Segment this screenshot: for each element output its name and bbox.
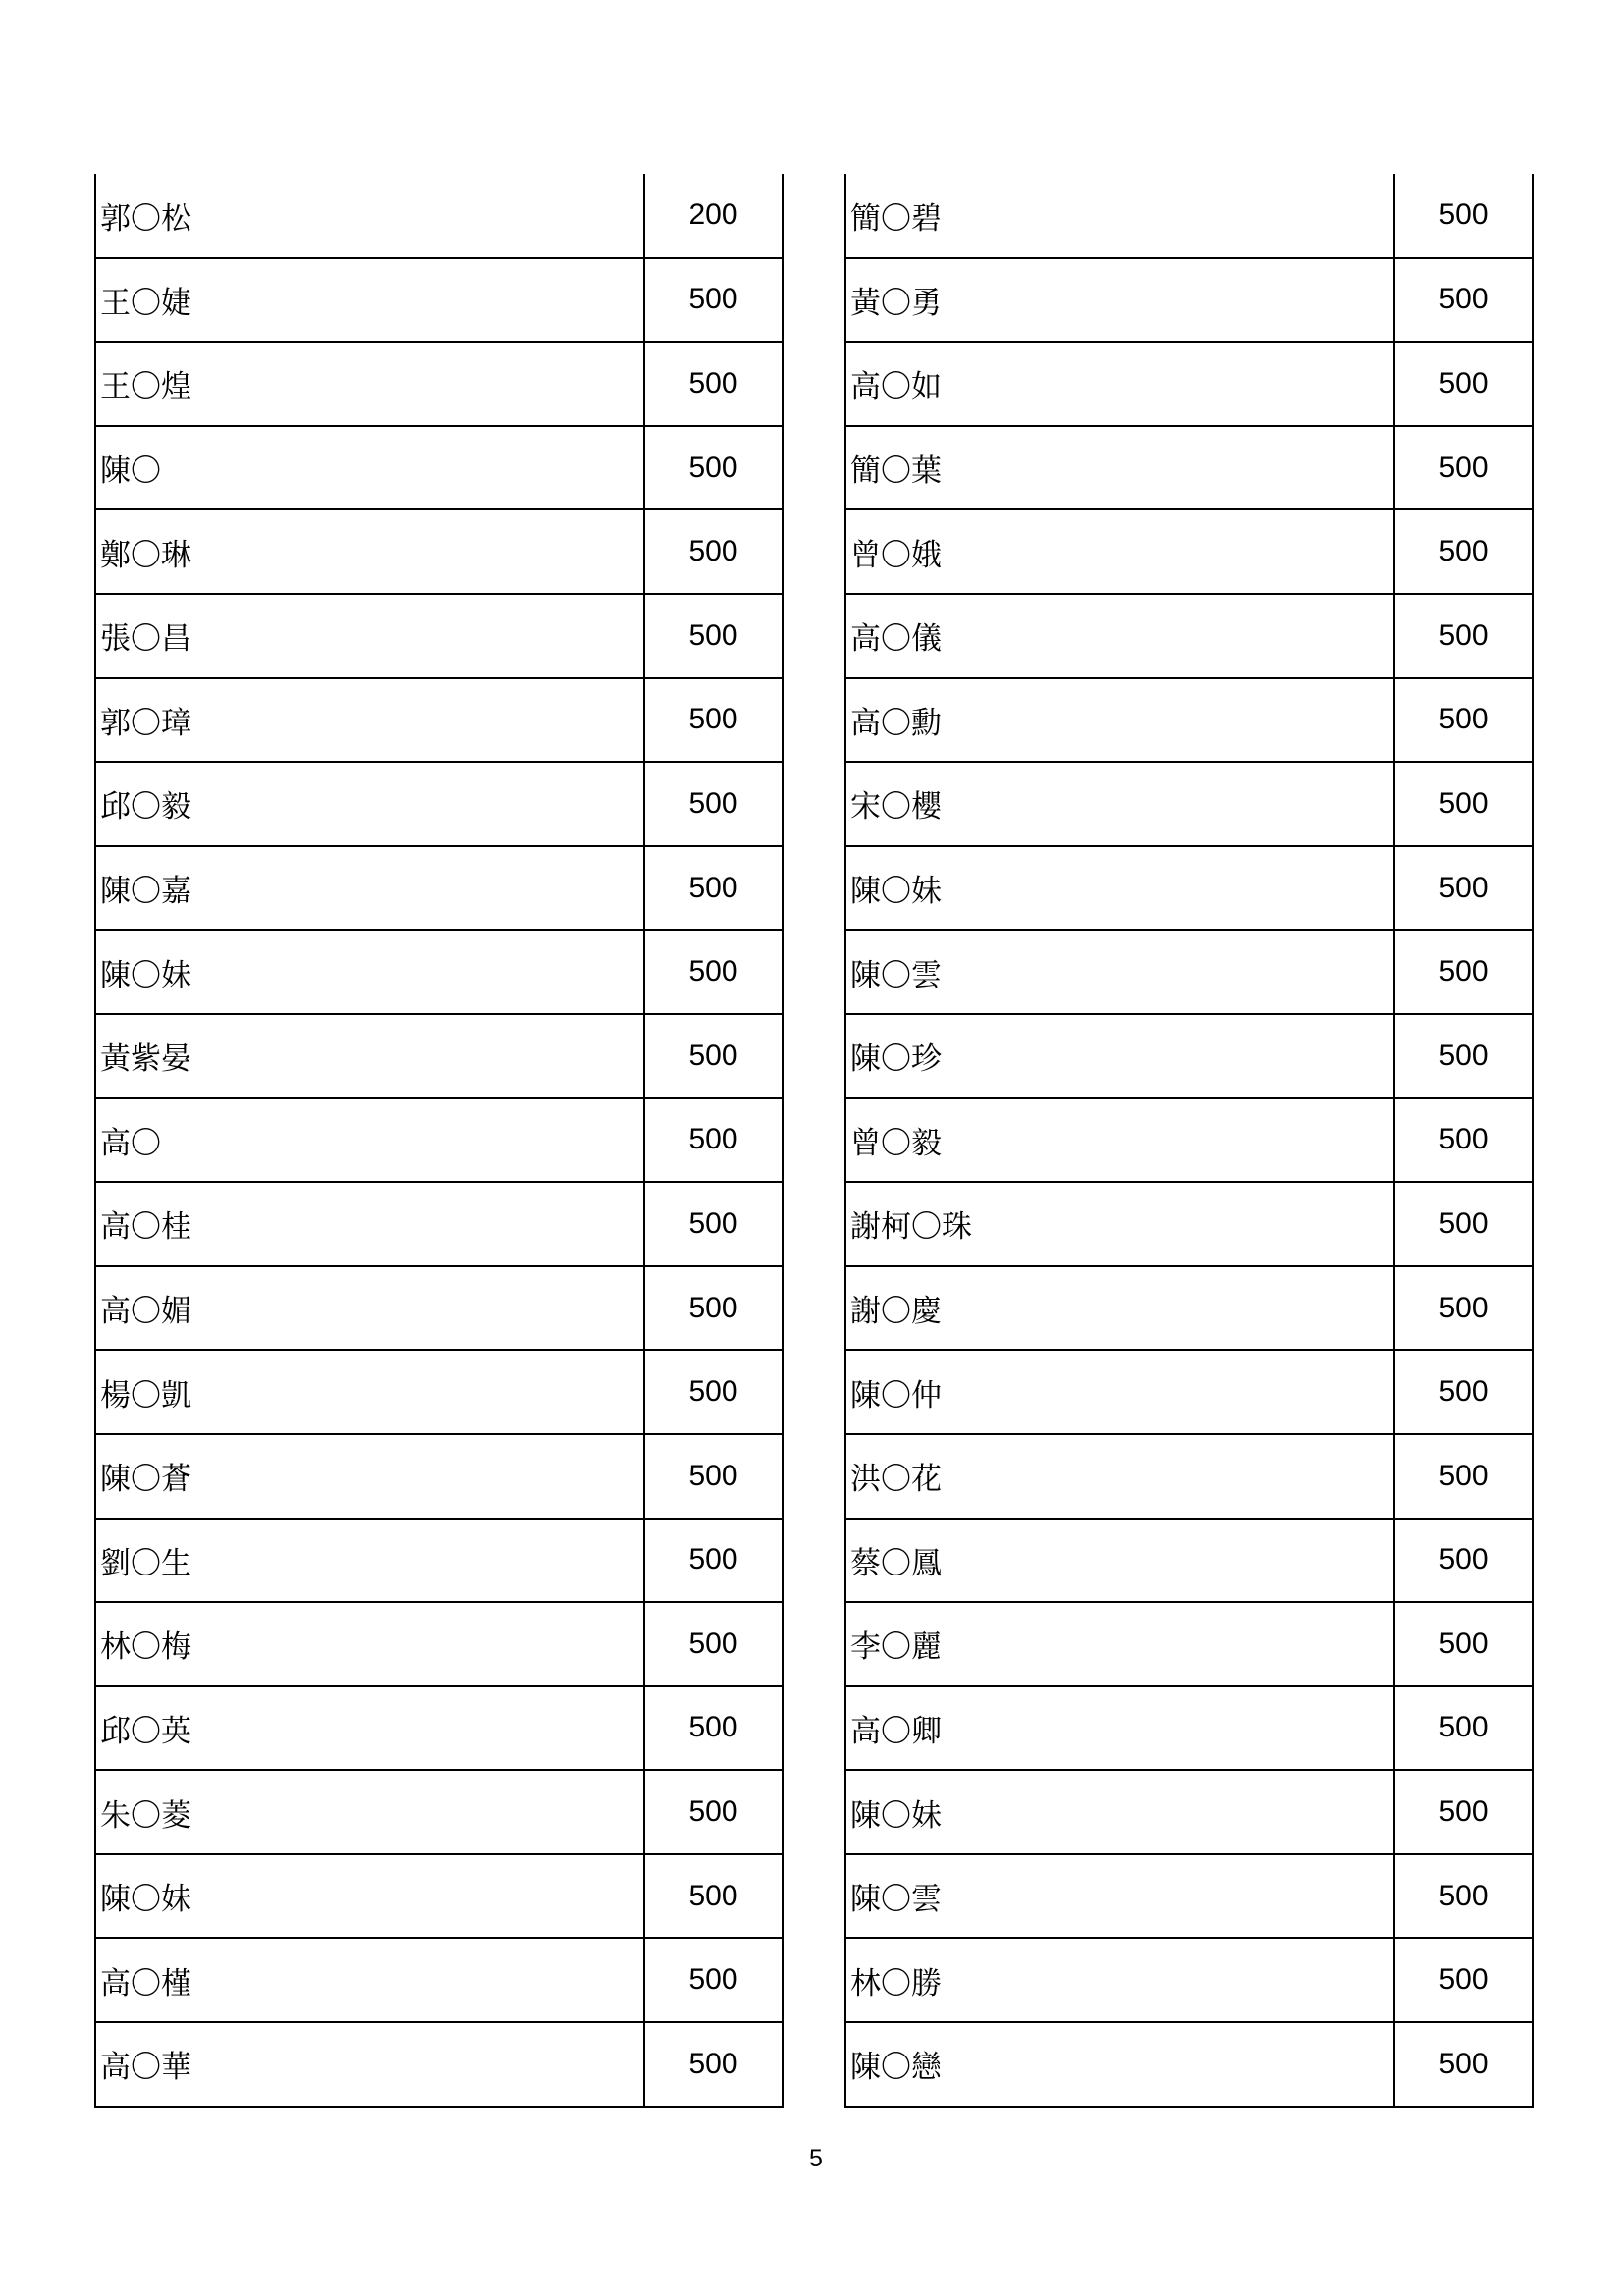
- donation-amount: 500: [1394, 594, 1533, 678]
- donation-amount: 500: [1394, 2022, 1533, 2107]
- donor-table-left-body: [95, 174, 783, 2107]
- table-row: [845, 2022, 1533, 2107]
- table-row: [845, 1266, 1533, 1351]
- donation-amount: 500: [644, 762, 783, 846]
- donation-amount: 500: [644, 342, 783, 426]
- donation-amount: 500: [1394, 1519, 1533, 1603]
- donor-name: 宋〇櫻: [845, 762, 1394, 846]
- donor-name: 高〇槿: [95, 1938, 644, 2022]
- donation-amount: 500: [1394, 762, 1533, 846]
- table-row: [95, 594, 783, 678]
- donor-name: 邱〇毅: [95, 762, 644, 846]
- donation-amount: 500: [644, 509, 783, 594]
- table-row: [95, 174, 783, 258]
- donor-name: 高〇華: [95, 2022, 644, 2107]
- donor-name: 陳〇妹: [845, 1770, 1394, 1854]
- donor-name: 高〇媚: [95, 1266, 644, 1351]
- table-row: [845, 1098, 1533, 1183]
- table-row: [95, 509, 783, 594]
- donor-name: 郭〇松: [95, 174, 644, 258]
- donor-name: 曾〇毅: [845, 1098, 1394, 1183]
- table-row: [845, 846, 1533, 931]
- donation-amount: 500: [644, 2022, 783, 2107]
- donor-name: 陳〇戀: [845, 2022, 1394, 2107]
- donor-name: 陳〇妹: [845, 846, 1394, 931]
- donation-amount: 500: [1394, 1686, 1533, 1771]
- donor-name: 李〇麗: [845, 1602, 1394, 1686]
- table-row: [845, 1014, 1533, 1098]
- table-row: [95, 1602, 783, 1686]
- donor-name: 高〇卿: [845, 1686, 1394, 1771]
- donation-amount: 500: [1394, 1770, 1533, 1854]
- table-row: [95, 1938, 783, 2022]
- table-row: [95, 1770, 783, 1854]
- table-row: [845, 258, 1533, 343]
- donation-amount: 500: [1394, 342, 1533, 426]
- donor-name: 高〇如: [845, 342, 1394, 426]
- table-row: [95, 762, 783, 846]
- donor-name: 楊〇凱: [95, 1350, 644, 1434]
- donor-name: 王〇婕: [95, 258, 644, 343]
- table-row: [95, 1014, 783, 1098]
- donation-amount: 500: [1394, 174, 1533, 258]
- donation-amount: 500: [1394, 1350, 1533, 1434]
- donation-amount: 500: [644, 930, 783, 1014]
- table-row: [845, 1519, 1533, 1603]
- donation-amount: 500: [1394, 509, 1533, 594]
- donation-amount: 500: [644, 1686, 783, 1771]
- donor-name: 陳〇妹: [95, 1854, 644, 1939]
- donation-amount: 500: [644, 1854, 783, 1939]
- donation-amount: 500: [1394, 1182, 1533, 1266]
- table-row: [95, 678, 783, 763]
- donor-name: 林〇勝: [845, 1938, 1394, 2022]
- table-row: [845, 1434, 1533, 1519]
- donation-amount: 500: [1394, 258, 1533, 343]
- donation-amount: 500: [644, 1350, 783, 1434]
- donation-amount: 500: [1394, 426, 1533, 510]
- donor-name: 王〇煌: [95, 342, 644, 426]
- donation-amount: 500: [1394, 930, 1533, 1014]
- donor-table-right: [844, 174, 1534, 2108]
- donor-name: 黃〇勇: [845, 258, 1394, 343]
- donation-amount: 500: [644, 1770, 783, 1854]
- donation-amount: 500: [644, 1938, 783, 2022]
- donation-amount: 500: [644, 678, 783, 763]
- donor-name: 陳〇雲: [845, 930, 1394, 1014]
- donor-name: 陳〇妹: [95, 930, 644, 1014]
- table-row: [845, 1770, 1533, 1854]
- donor-name: 林〇梅: [95, 1602, 644, 1686]
- donation-amount: 500: [644, 1434, 783, 1519]
- donor-name: 高〇桂: [95, 1182, 644, 1266]
- table-row: [95, 342, 783, 426]
- table-row: [845, 1182, 1533, 1266]
- donation-amount: 500: [1394, 678, 1533, 763]
- table-row: [95, 1434, 783, 1519]
- table-row: [95, 1686, 783, 1771]
- donation-amount: 500: [1394, 1854, 1533, 1939]
- donation-amount: 500: [644, 426, 783, 510]
- donation-amount: 500: [644, 258, 783, 343]
- donor-name: 鄭〇琳: [95, 509, 644, 594]
- donation-amount: 500: [644, 1182, 783, 1266]
- table-row: [845, 594, 1533, 678]
- donor-name: 簡〇葉: [845, 426, 1394, 510]
- donor-name: 陳〇: [95, 426, 644, 510]
- table-row: [845, 930, 1533, 1014]
- donation-amount: 500: [1394, 1434, 1533, 1519]
- table-row: [95, 1350, 783, 1434]
- donation-amount: 500: [1394, 1266, 1533, 1351]
- donor-name: 高〇勳: [845, 678, 1394, 763]
- donor-name: 高〇儀: [845, 594, 1394, 678]
- donor-name: 簡〇碧: [845, 174, 1394, 258]
- donation-amount: 500: [1394, 846, 1533, 931]
- donor-name: 張〇昌: [95, 594, 644, 678]
- donor-name: 謝〇慶: [845, 1266, 1394, 1351]
- table-row: [845, 1854, 1533, 1939]
- donation-amount: 500: [1394, 1938, 1533, 2022]
- donor-name: 陳〇仲: [845, 1350, 1394, 1434]
- donor-name: 蔡〇鳳: [845, 1519, 1394, 1603]
- donor-name: 劉〇生: [95, 1519, 644, 1603]
- table-row: [845, 1686, 1533, 1771]
- donation-amount: 500: [644, 1602, 783, 1686]
- donation-amount: 500: [644, 1519, 783, 1603]
- table-row: [95, 426, 783, 510]
- donor-table-left: [94, 174, 784, 2108]
- table-row: [95, 846, 783, 931]
- donor-name: 陳〇蒼: [95, 1434, 644, 1519]
- donor-name: 郭〇璋: [95, 678, 644, 763]
- table-row: [845, 1602, 1533, 1686]
- table-row: [95, 930, 783, 1014]
- table-row: [845, 1350, 1533, 1434]
- table-row: [95, 1182, 783, 1266]
- table-row: [845, 1938, 1533, 2022]
- donation-amount: 500: [644, 1266, 783, 1351]
- table-row: [95, 258, 783, 343]
- donor-name: 陳〇嘉: [95, 846, 644, 931]
- donor-table-right-body: [845, 174, 1533, 2107]
- table-row: [845, 509, 1533, 594]
- donor-name: 高〇: [95, 1098, 644, 1183]
- donor-name: 陳〇珍: [845, 1014, 1394, 1098]
- donation-amount: 500: [644, 1014, 783, 1098]
- donation-amount: 500: [1394, 1014, 1533, 1098]
- table-row: [845, 426, 1533, 510]
- donor-name: 邱〇英: [95, 1686, 644, 1771]
- donor-name: 朱〇菱: [95, 1770, 644, 1854]
- table-row: [845, 678, 1533, 763]
- table-row: [845, 762, 1533, 846]
- table-row: [95, 1854, 783, 1939]
- table-row: [845, 342, 1533, 426]
- table-row: [95, 1266, 783, 1351]
- donor-name: 曾〇娥: [845, 509, 1394, 594]
- donation-amount: 500: [644, 594, 783, 678]
- donor-name: 洪〇花: [845, 1434, 1394, 1519]
- donation-amount: 200: [644, 174, 783, 258]
- donation-amount: 500: [1394, 1602, 1533, 1686]
- donor-name: 陳〇雲: [845, 1854, 1394, 1939]
- table-row: [95, 1519, 783, 1603]
- donation-amount: 500: [1394, 1098, 1533, 1183]
- donation-amount: 500: [644, 846, 783, 931]
- donor-name: 黃紫晏: [95, 1014, 644, 1098]
- table-row: [95, 2022, 783, 2107]
- table-row: [845, 174, 1533, 258]
- donation-amount: 500: [644, 1098, 783, 1183]
- table-row: [95, 1098, 783, 1183]
- donor-name: 謝柯〇珠: [845, 1182, 1394, 1266]
- page-number: 5: [809, 2145, 823, 2172]
